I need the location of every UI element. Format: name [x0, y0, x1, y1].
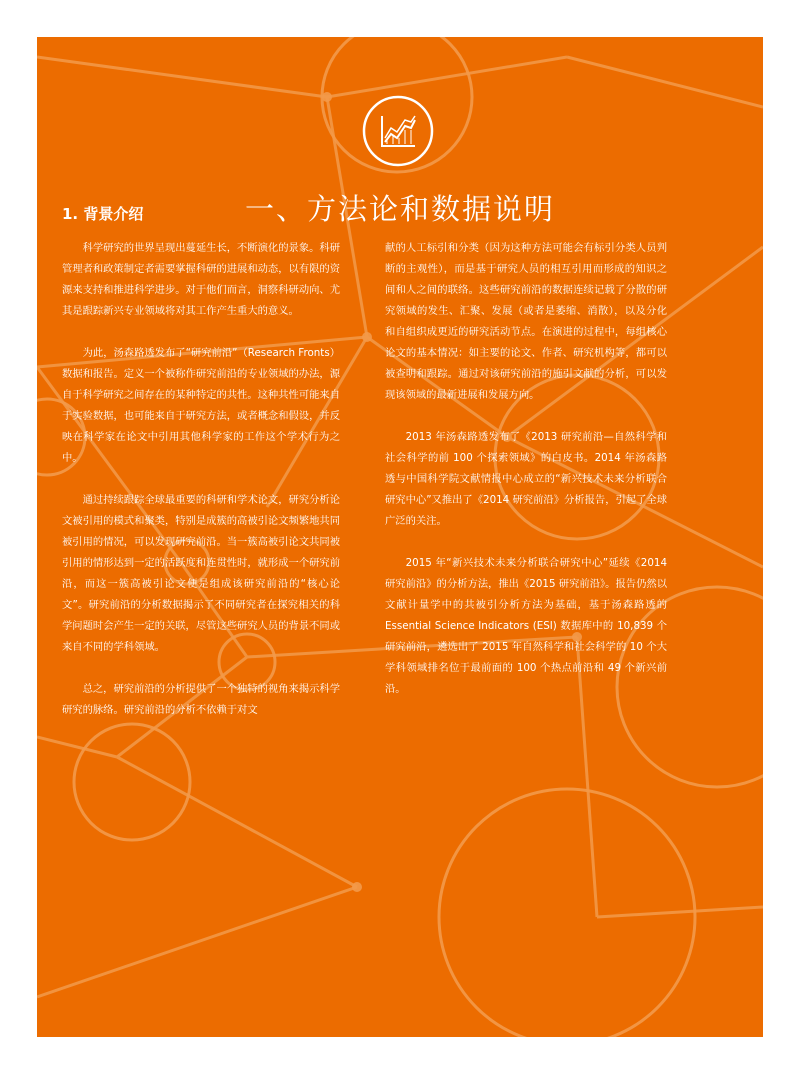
- paragraph: 2013 年汤森路透发布了《2013 研究前沿—自然科学和社会科学的前 100 个探索领域》的白皮书。2014 年汤森路透与中国科学院文献情报中心成立的“新兴技术未来分析联合研究中心”又推出了《2014 研究前沿》分析报告，引起了全球广泛的关注。: [385, 431, 667, 527]
- paragraph: 为此，汤森路透发布了“研究前沿”（Research Fronts）数据和报告。定义一个被称作研究前沿的专业领域的办法，源自于科学研究之间存在的某种特定的共性。这种共性可能来自于实验数据，也可能来自于研究方法，或者概念和假设，并反映在科学家在论文中引用其他科学家的工作这个学术行为之中。: [62, 347, 341, 464]
- section-title: 一、方法论和数据说明: [244, 192, 555, 226]
- paragraph: 科学研究的世界呈现出蔓延生长，不断演化的景象。科研管理者和政策制定者需要掌握科研的进展和动态，以有限的资源来支持和推进科学进步。对于他们而言，洞察科研动向、尤其是跟踪新兴专业领域将对其工作产生重大的意义。: [62, 242, 341, 317]
- paragraph: 通过持续跟踪全球最重要的科研和学术论文，研究分析论文被引用的模式和聚类，特别是成簇的高被引论文频繁地共同被引用的情况，可以发现研究前沿。当一簇高被引论文共同被引用的情形达到一定的活跃度和连贯性时，就形成一个研究前沿，而这一簇高被引论文便是组成该研究前沿的“核心论文”。研究前沿的分析数据揭示了不同研究者在探究相关的科学问题时会产生一定的关联，尽管这些研究人员的背景不同或来自不同的学科领域。: [62, 494, 341, 653]
- paragraph: 总之，研究前沿的分析提供了一个独特的视角来揭示科学研究的脉络。研究前沿的分析不依赖于对文: [62, 683, 341, 716]
- subsection-heading: 1. 背景介绍: [62, 205, 144, 223]
- right-text-column: [385, 238, 667, 721]
- paragraph: 献的人工标引和分类（因为这种方法可能会有标引分类人员判断的主观性），而是基于研究人员的相互引用而形成的知识之间和人之间的联络。这些研究前沿的数据连续记载了分散的研究领域的发生、汇聚、发展（或者是萎缩、消散），以及分化和自组织成更近的研究活动节点。在演进的过程中，每组核心论文的基本情况：如主要的论文、作者、研究机构等，都可以被查明和跟踪。通过对该研究前沿的施引文献的分析，可以发现该领域的最新进展和发展方向。: [385, 242, 667, 401]
- paragraph: 2015 年“新兴技术未来分析联合研究中心”延续《2014 研究前沿》的分析方法，推出《2015 研究前沿》。报告仍然以文献计量学中的共被引分析方法为基础，基于汤森路透的 Essential Science Indicators (ESI) 数据库中的 10,839 个研究前沿，遴选出了 2015 年自然科学和社会科学的 10 个大学科领域排名位于最前面的 100 个热点前沿和 49 个新兴前沿。: [385, 557, 667, 695]
- left-text-column: [62, 238, 340, 742]
- line-chart-icon: [361, 94, 435, 168]
- orange-page-panel: [37, 37, 763, 1037]
